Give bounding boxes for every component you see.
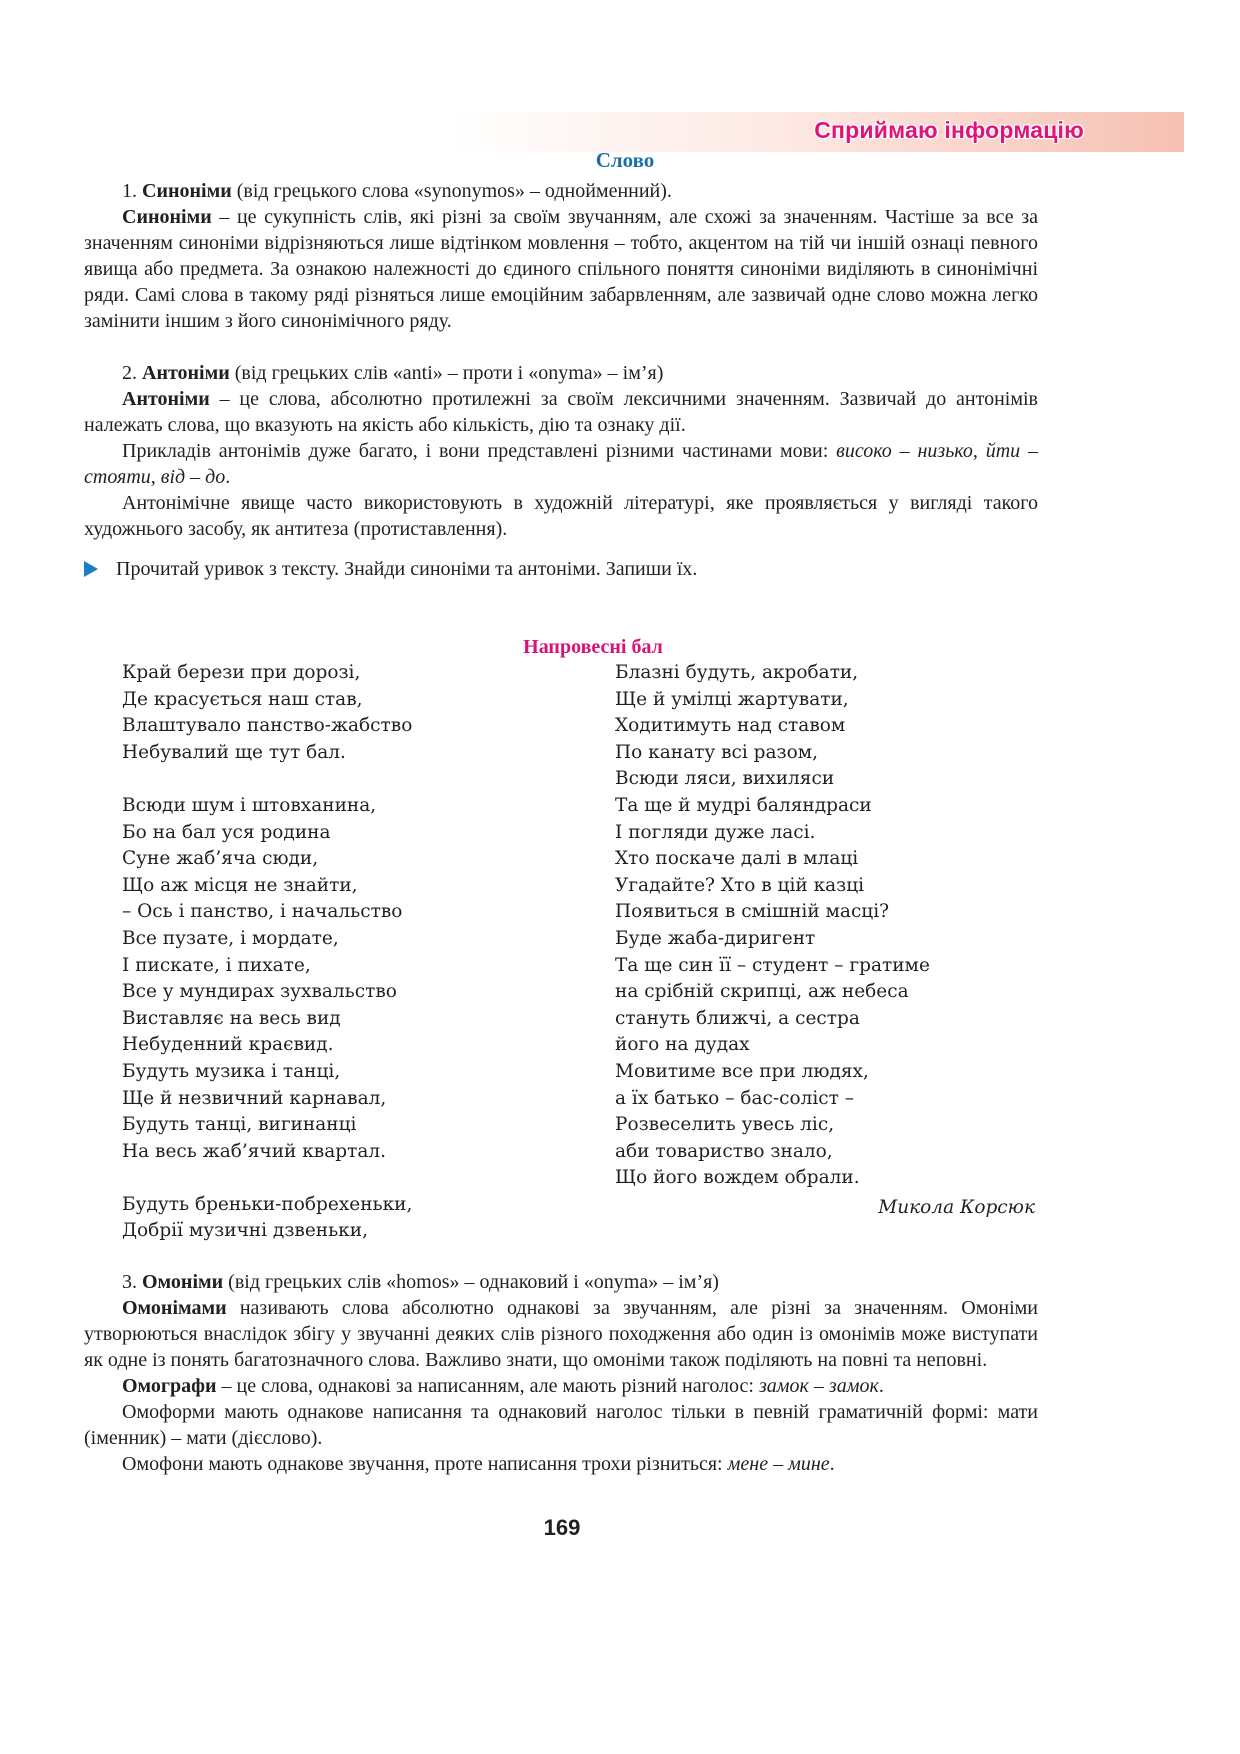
poem-line: Появиться в смішній масці? — [615, 901, 890, 923]
homonyms-block — [84, 1269, 1038, 1477]
antonyms-term: Антоніми — [142, 362, 230, 384]
poem-line: Бо на бал уся родина — [122, 821, 331, 843]
antonyms-definition: Антоніми – це слова, абсолютно протилежні за своїм лексичними значенням. Зазвичай до антонімів належать слова, що вказують на якість або кількість, дію та ознаку дії. — [84, 388, 1038, 436]
poem-line: Розвеселить увесь ліс, — [615, 1114, 835, 1136]
task-instruction — [84, 556, 1038, 582]
section-title-text: Слово — [595, 148, 655, 172]
banner-title: Сприймаю інформацію — [814, 117, 1084, 143]
antonyms-antithesis: Антонімічне явище часто використовують в художній літературі, яке проявляється у вигляді такого художнього засобу, як антитеза (протиставлення). — [84, 492, 1038, 540]
antonyms-block — [84, 360, 1038, 542]
homonyms-definition: Омонімами називають слова абсолютно однакові за звучанням, але різні за значенням. Омоніми утворюються внаслідок збігу у звучанні деяких слів різного походження або один із омонімів може виступати як одне із понять багатозначного слова. Важливо знати, що омоніми також поділяють на повні та неповні. — [84, 1297, 1038, 1371]
antonyms-heading: 2. Антоніми (від грецьких слів «anti» – проти і «onyma» – ім’я) — [122, 362, 664, 384]
poem-line: стануть ближчі, а сестра — [615, 1007, 860, 1029]
synonyms-term: Синоніми — [142, 180, 232, 202]
section-title — [0, 148, 1240, 173]
poem-line: – Ось і панство, і начальство — [122, 901, 403, 923]
poem-line: Всюди ляси, вихиляси — [615, 768, 835, 790]
poem-line: Та ще й мудрі баляндраси — [615, 794, 872, 816]
poem-line: аби товариство знало, — [615, 1140, 833, 1162]
homographs-definition: Омографи – це слова, однакові за написанням, але мають різний наголос: замок – замок. — [122, 1375, 884, 1397]
homonyms-heading: 3. Омоніми (від грецьких слів «homos» – однаковий і «onyma» – ім’я) — [122, 1271, 719, 1293]
poem-line: на срібній скрипці, аж небеса — [615, 981, 909, 1003]
synonyms-definition: Синоніми – це сукупність слів, які різні за своїм звучанням, але схожі за значенням. Частіше за все за значенням синоніми відрізняються лише відтінком мовлення – тобто, акцентом на тій чи іншій ознаці певного явища або предмета. За ознакою належності до єдиного спільного поняття синоніми виділяють в синонімічні ряди. Самі слова в такому ряді різняться лише емоційним забарвленням, але зазвичай одне слово можна легко замінити іншим з його синонімічного ряду. — [84, 206, 1038, 332]
poem-line: Все у мундирах зухвальство — [122, 981, 397, 1003]
poem-line: Що аж місця не знайти, — [122, 874, 358, 896]
poem-line: Хто поскаче далі в млаці — [615, 848, 859, 870]
poem-line: Влаштувало панство-жабство — [122, 715, 413, 737]
antonyms-examples: Прикладів антонімів дуже багато, і вони представлені різними частинами мови: високо – низько, йти – стояти, від – до. — [84, 440, 1038, 488]
poem-line: Угадайте? Хто в цій казці — [615, 874, 865, 896]
poem-line: І погляди дуже ласі. — [615, 821, 816, 843]
poem-line: Ще й умілці жартувати, — [615, 688, 849, 710]
poem-line: І пискате, і пихате, — [122, 954, 311, 976]
stanza-gap — [122, 766, 412, 793]
poem-line: Виставляє на весь вид — [122, 1007, 341, 1029]
poem-line: Буде жаба-диригент — [615, 927, 816, 949]
poem-line: Всюди шум і штовханина, — [122, 794, 377, 816]
homonyms-term: Омоніми — [142, 1271, 224, 1293]
homoforms-definition: Омоформи мають однакове написання та однаковий наголос тільки в певній граматичній формі: мати (іменник) – мати (дієслово). — [84, 1401, 1038, 1449]
poem-line: Небувалий ще тут бал. — [122, 741, 346, 763]
poem-line: Ще й незвичний карнавал, — [122, 1087, 387, 1109]
poem-line: Мовитиме все при людях, — [615, 1060, 869, 1082]
poem-left-column — [122, 660, 412, 1245]
poem-line: Де красується наш став, — [122, 688, 363, 710]
poem-line: Будуть бреньки-побрехеньки, — [122, 1193, 413, 1215]
poem-line: Будуть танці, вигинанці — [122, 1114, 357, 1136]
poem-line: його на дудах — [615, 1034, 750, 1056]
poem-line: Край берези при дорозі, — [122, 662, 361, 683]
poem-line: а їх батько – бас-соліст – — [615, 1087, 855, 1109]
poem-line: Небуденний краєвид. — [122, 1034, 334, 1056]
synonyms-block — [84, 178, 1038, 334]
poem-line: На весь жаб’ячий квартал. — [122, 1140, 386, 1162]
poem-line: Ходитимуть над ставом — [615, 715, 846, 737]
triangle-arrow-right-icon — [84, 561, 98, 577]
poem-line: Суне жаб’яча сюди, — [122, 848, 319, 870]
poem-line: Все пузате, і мордате, — [122, 927, 339, 949]
poem-author: Микола Корсюк — [878, 1197, 1035, 1218]
poem-line: По канату всі разом, — [615, 741, 819, 763]
poem-line: Та ще син її – студент – гратиме — [615, 954, 930, 976]
poem-right-column — [615, 660, 930, 1192]
poem-line: Будуть музика і танці, — [122, 1060, 341, 1082]
poem-title: Напровесні бал — [523, 636, 663, 658]
poem-line: Добрії музичні дзвеньки, — [122, 1220, 368, 1242]
poem-line: Що його вождем обрали. — [615, 1167, 860, 1189]
page-number: 169 — [543, 1515, 581, 1540]
task-text: Прочитай уривок з тексту. Знайди синоніми та антоніми. Запиши їх. — [116, 558, 698, 580]
synonyms-heading: 1. Синоніми (від грецького слова «synonymos» – однойменний). — [122, 180, 672, 202]
poem-line: Блазні будуть, акробати, — [615, 662, 859, 683]
homophones-definition: Омофони мають однакове звучання, проте написання трохи різниться: мене – мине. — [122, 1453, 835, 1475]
stanza-gap — [122, 1165, 412, 1192]
section-banner — [448, 112, 1184, 152]
